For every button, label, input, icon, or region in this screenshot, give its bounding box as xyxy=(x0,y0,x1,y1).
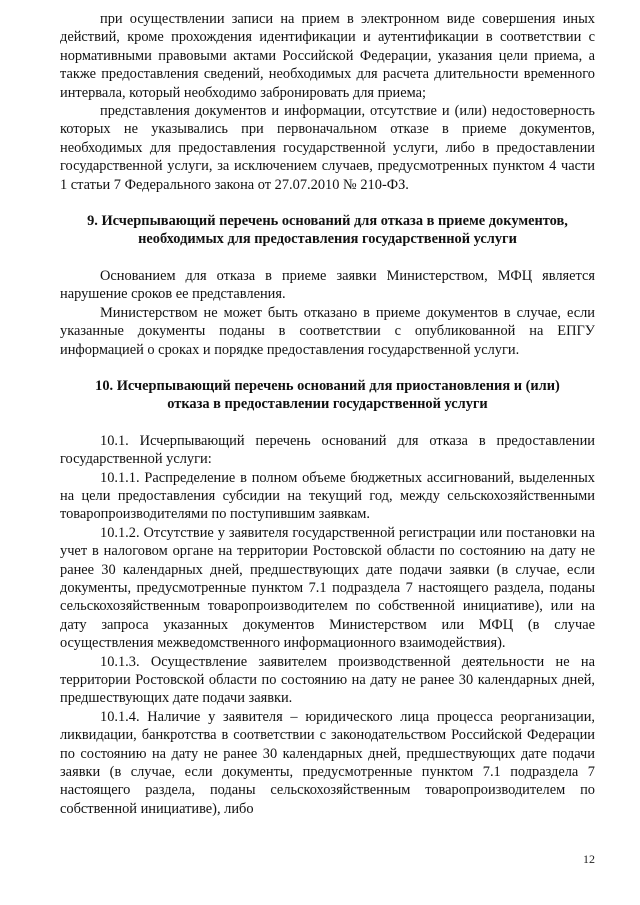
document-page xyxy=(60,10,595,818)
paragraph: представления документов и информации, отсутствие и (или) недостоверность которых не указывались при первоначальном отказе в приеме документов, необходимых для предоставления государственной услуги, либо в предоставлении государственной услуги, за исключением случаев, предусмотренных пунктом 4 части 1 статьи 7 Федерального закона от 27.07.2010 № 210-ФЗ. xyxy=(60,103,595,193)
section-heading-10 xyxy=(60,377,595,414)
paragraph: при осуществлении записи на прием в электронном виде совершения иных действий, кроме прохождения идентификации и аутентификации в соответствии с нормативными правовыми актами Российской Федерации, указания цели приема, а также предоставления сведений, необходимых для расчета длительности временного интервала, который необходимо забронировать для приема; xyxy=(60,11,595,101)
paragraph: 10.1.2. Отсутствие у заявителя государственной регистрации или постановки на учет в налоговом органе на территории Ростовской области по состоянию на дату не ранее 30 календарных дней, предшествующих дате подачи заявки (в случае, если документы, предусмотренные пунктом 7.1 подраздела 7 настоящего раздела, поданы сельскохозяйственным товаропроизводителем по собственной инициативе), или на дату запроса указанных документов Министерством или МФЦ (в случае осуществления межведомственного информационного взаимодействия). xyxy=(60,524,595,652)
heading-line: 10. Исчерпывающий перечень оснований для приостановления и (или) xyxy=(95,377,560,394)
paragraph: 10.1.1. Распределение в полном объеме бюджетных ассигнований, выделенных на цели предоставления субсидии на текущий год, между сельскохозяйственными товаропроизводителями по поступившим заявкам. xyxy=(60,469,595,523)
heading-line: необходимых для предоставления государственной услуги xyxy=(138,231,517,248)
paragraph: Министерством не может быть отказано в приеме документов в случае, если указанные документы поданы в соответствии с опубликованной на ЕПГУ информацией о сроках и порядке предоставления государственной услуги. xyxy=(60,304,595,358)
page-number: 12 xyxy=(583,852,595,866)
paragraph: 10.1.3. Осуществление заявителем производственной деятельности не на территории Ростовской области по состоянию на дату не ранее 30 календарных дней, предшествующих дате подачи заявки. xyxy=(60,653,595,707)
heading-line: 9. Исчерпывающий перечень оснований для отказа в приеме документов, xyxy=(87,213,568,230)
heading-line: отказа в предоставлении государственной услуги xyxy=(167,396,488,413)
section-heading-9 xyxy=(60,212,595,249)
paragraph: Основанием для отказа в приеме заявки Министерством, МФЦ является нарушение сроков ее представления. xyxy=(60,267,595,303)
paragraph: 10.1.4. Наличие у заявителя – юридического лица процесса реорганизации, ликвидации, банкротства в соответствии с законодательством Российской Федерации по состоянию на дату не ранее 30 календарных дней, предшествующих дате подачи заявки (в случае, если документы, предусмотренные пунктом 7.1 подраздела 7 настоящего раздела, поданы сельскохозяйственным товаропроизводителем по собственной инициативе), либо xyxy=(60,708,595,817)
paragraph: 10.1. Исчерпывающий перечень оснований для отказа в предоставлении государственной услуги: xyxy=(60,432,595,468)
